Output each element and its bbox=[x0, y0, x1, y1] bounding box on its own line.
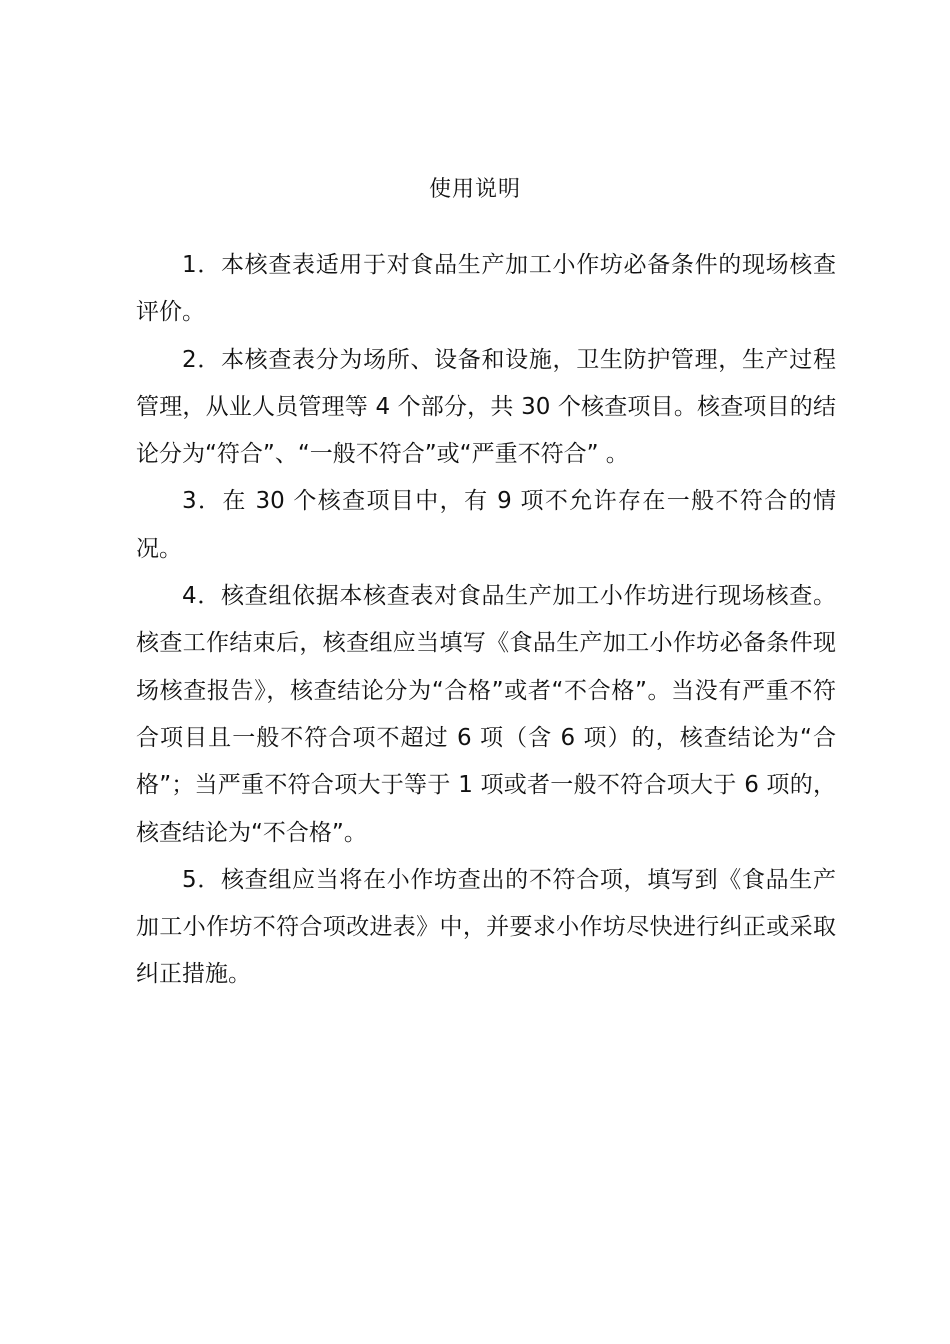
instruction-paragraph-2: 2．本核查表分为场所、设备和设施，卫生防护管理，生产过程管理，从业人员管理等 4 个部分，共 30 个核查项目。核查项目的结论分为“符合”、“一般不符合”或“严重不符合” 。 bbox=[136, 346, 836, 468]
page-title: 使用说明 bbox=[428, 177, 521, 202]
instruction-paragraph-3: 3．在 30 个核查项目中，有 9 项不允许存在一般不符合的情况。 bbox=[136, 488, 836, 562]
instruction-paragraph-1: 1．本核查表适用于对食品生产加工小作坊必备条件的现场核查评价。 bbox=[136, 252, 836, 326]
instruction-paragraph-5: 5．核查组应当将在小作坊查出的不符合项，填写到《食品生产加工小作坊不符合项改进表》中，并要求小作坊尽快进行纠正或采取纠正措施。 bbox=[136, 866, 836, 988]
instruction-paragraph-4: 4．核查组依据本核查表对食品生产加工小作坊进行现场核查。核查工作结束后，核查组应当填写《食品生产加工小作坊必备条件现场核查报告》，核查结论分为“合格”或者“不合格”。当没有严重不符合项目且一般不符合项不超过 6 项（含 6 项）的，核查结论为“合格”；当严重不符合项大于等于 1 项或者一般不符合项大于 6 项的，核查结论为“不合格”。 bbox=[136, 583, 836, 846]
instructions-body bbox=[136, 242, 836, 999]
